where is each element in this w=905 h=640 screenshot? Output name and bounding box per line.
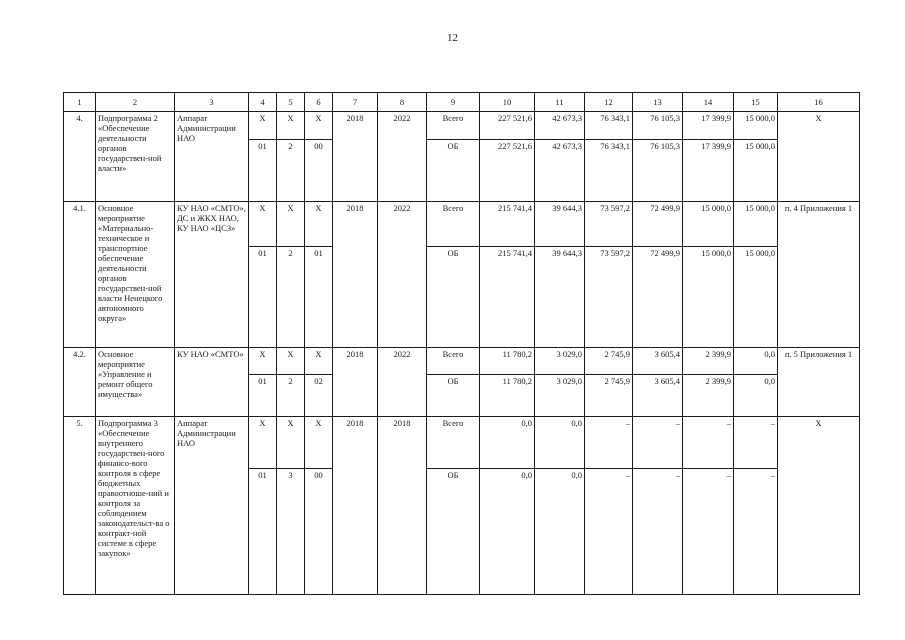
funding-source: Всего [427,348,480,375]
code-cell: 01 [305,247,333,348]
table-row [64,202,860,247]
end-year: 2018 [378,417,427,595]
amount-year: 0,0 [535,417,585,469]
code-cell: 2 [277,140,305,202]
code-cell: 01 [249,375,277,417]
header-row [64,93,860,112]
row-number: 4.2. [64,348,96,417]
code-cell: Х [277,112,305,140]
amount-year: 0,0 [734,348,778,375]
amount-year: – [585,417,633,469]
funding-source: ОБ [427,247,480,348]
row-number: 4.1. [64,202,96,348]
funding-source: Всего [427,417,480,469]
reference-note: п. 5 Приложения 1 [778,348,860,417]
amount-year: 42 673,3 [535,140,585,202]
amount-year: 76 343,1 [585,140,633,202]
amount-year: 15 000,0 [683,202,734,247]
amount-total: 11 780,2 [480,348,535,375]
row-number: 5. [64,417,96,595]
table-row [64,112,860,140]
code-cell: Х [305,112,333,140]
column-header: 12 [585,93,633,112]
code-cell: Х [249,348,277,375]
start-year: 2018 [333,112,378,202]
column-header: 4 [249,93,277,112]
executor: КУ НАО «СМТО» [175,348,249,417]
amount-year: 39 644,3 [535,247,585,348]
funding-source: Всего [427,112,480,140]
code-cell: Х [277,417,305,469]
code-cell: 2 [277,375,305,417]
funding-source: ОБ [427,375,480,417]
column-header: 1 [64,93,96,112]
amount-year: 15 000,0 [734,202,778,247]
column-header: 10 [480,93,535,112]
code-cell: 01 [249,140,277,202]
amount-total: 215 741,4 [480,247,535,348]
code-cell: Х [277,202,305,247]
executor: КУ НАО «СМТО», ДС и ЖКХ НАО, КУ НАО «ЦСЗ» [175,202,249,348]
amount-year: 2 745,9 [585,375,633,417]
amount-year: – [683,469,734,595]
column-header: 13 [633,93,683,112]
amount-year: 3 605,4 [633,348,683,375]
code-cell: Х [305,348,333,375]
column-header: 3 [175,93,249,112]
reference-note: Х [778,417,860,595]
amount-total: 215 741,4 [480,202,535,247]
code-cell: 2 [277,247,305,348]
end-year: 2022 [378,202,427,348]
amount-year: – [683,417,734,469]
amount-year: 72 499,9 [633,202,683,247]
page-number: 12 [447,32,458,44]
end-year: 2022 [378,348,427,417]
column-header: 6 [305,93,333,112]
column-header: 15 [734,93,778,112]
amount-year: – [734,469,778,595]
column-header: 16 [778,93,860,112]
column-header: 7 [333,93,378,112]
amount-year: – [585,469,633,595]
measure-name: Основное мероприятие «Материально-техническое и транспортное обеспечение деятельности органов государствен-ной власти Ненецкого автономного округа» [96,202,175,348]
amount-year: 73 597,2 [585,247,633,348]
row-number: 4. [64,112,96,202]
measure-name: Основное мероприятие «Управление и ремонт общего имущества» [96,348,175,417]
column-header: 11 [535,93,585,112]
amount-total: 0,0 [480,417,535,469]
executor: Аппарат Администрации НАО [175,417,249,595]
code-cell: Х [249,112,277,140]
amount-year: 0,0 [535,469,585,595]
code-cell: Х [305,417,333,469]
code-cell: Х [249,202,277,247]
code-cell: Х [305,202,333,247]
amount-year: 17 399,9 [683,112,734,140]
amount-year: 0,0 [734,375,778,417]
amount-year: 76 105,3 [633,140,683,202]
column-header: 2 [96,93,175,112]
column-header: 8 [378,93,427,112]
code-cell: 00 [305,140,333,202]
amount-total: 0,0 [480,469,535,595]
column-header: 9 [427,93,480,112]
amount-year: 2 399,9 [683,375,734,417]
amount-year: – [734,417,778,469]
start-year: 2018 [333,202,378,348]
amount-year: 3 029,0 [535,375,585,417]
measure-name: Подпрограмма 2 «Обеспечение деятельности органов государствен-ной власти» [96,112,175,202]
amount-year: 39 644,3 [535,202,585,247]
funding-source: Всего [427,202,480,247]
table-row [64,417,860,469]
amount-year: 3 605,4 [633,375,683,417]
amount-year: 76 343,1 [585,112,633,140]
amount-year: 76 105,3 [633,112,683,140]
code-cell: 3 [277,469,305,595]
amount-year: – [633,417,683,469]
table-row [64,348,860,375]
measure-name: Подпрограмма 3 «Обеспечение внутреннего государствен-ного финансо-вого контроля в сфере бюджетных правоотноше-ний и контроля за соблюдением законодательст-ва о контракт-ной системе в сфере закупок» [96,417,175,595]
amount-year: 2 745,9 [585,348,633,375]
funding-source: ОБ [427,140,480,202]
start-year: 2018 [333,417,378,595]
amount-total: 227 521,6 [480,140,535,202]
amount-year: 3 029,0 [535,348,585,375]
reference-note: Х [778,112,860,202]
amount-year: 15 000,0 [683,247,734,348]
funding-source: ОБ [427,469,480,595]
amount-year: 42 673,3 [535,112,585,140]
amount-year: 17 399,9 [683,140,734,202]
amount-year: 15 000,0 [734,247,778,348]
code-cell: Х [249,417,277,469]
reference-note: п. 4 Приложения 1 [778,202,860,348]
program-funding-table [63,92,860,595]
code-cell: 02 [305,375,333,417]
amount-year: 15 000,0 [734,140,778,202]
start-year: 2018 [333,348,378,417]
amount-total: 11 780,2 [480,375,535,417]
amount-year: 72 499,9 [633,247,683,348]
code-cell: 00 [305,469,333,595]
column-header: 14 [683,93,734,112]
end-year: 2022 [378,112,427,202]
code-cell: 01 [249,469,277,595]
code-cell: Х [277,348,305,375]
amount-year: 73 597,2 [585,202,633,247]
amount-year: 15 000,0 [734,112,778,140]
executor: Аппарат Администрации НАО [175,112,249,202]
code-cell: 01 [249,247,277,348]
column-header: 5 [277,93,305,112]
amount-year: 2 399,9 [683,348,734,375]
amount-year: – [633,469,683,595]
amount-total: 227 521,6 [480,112,535,140]
